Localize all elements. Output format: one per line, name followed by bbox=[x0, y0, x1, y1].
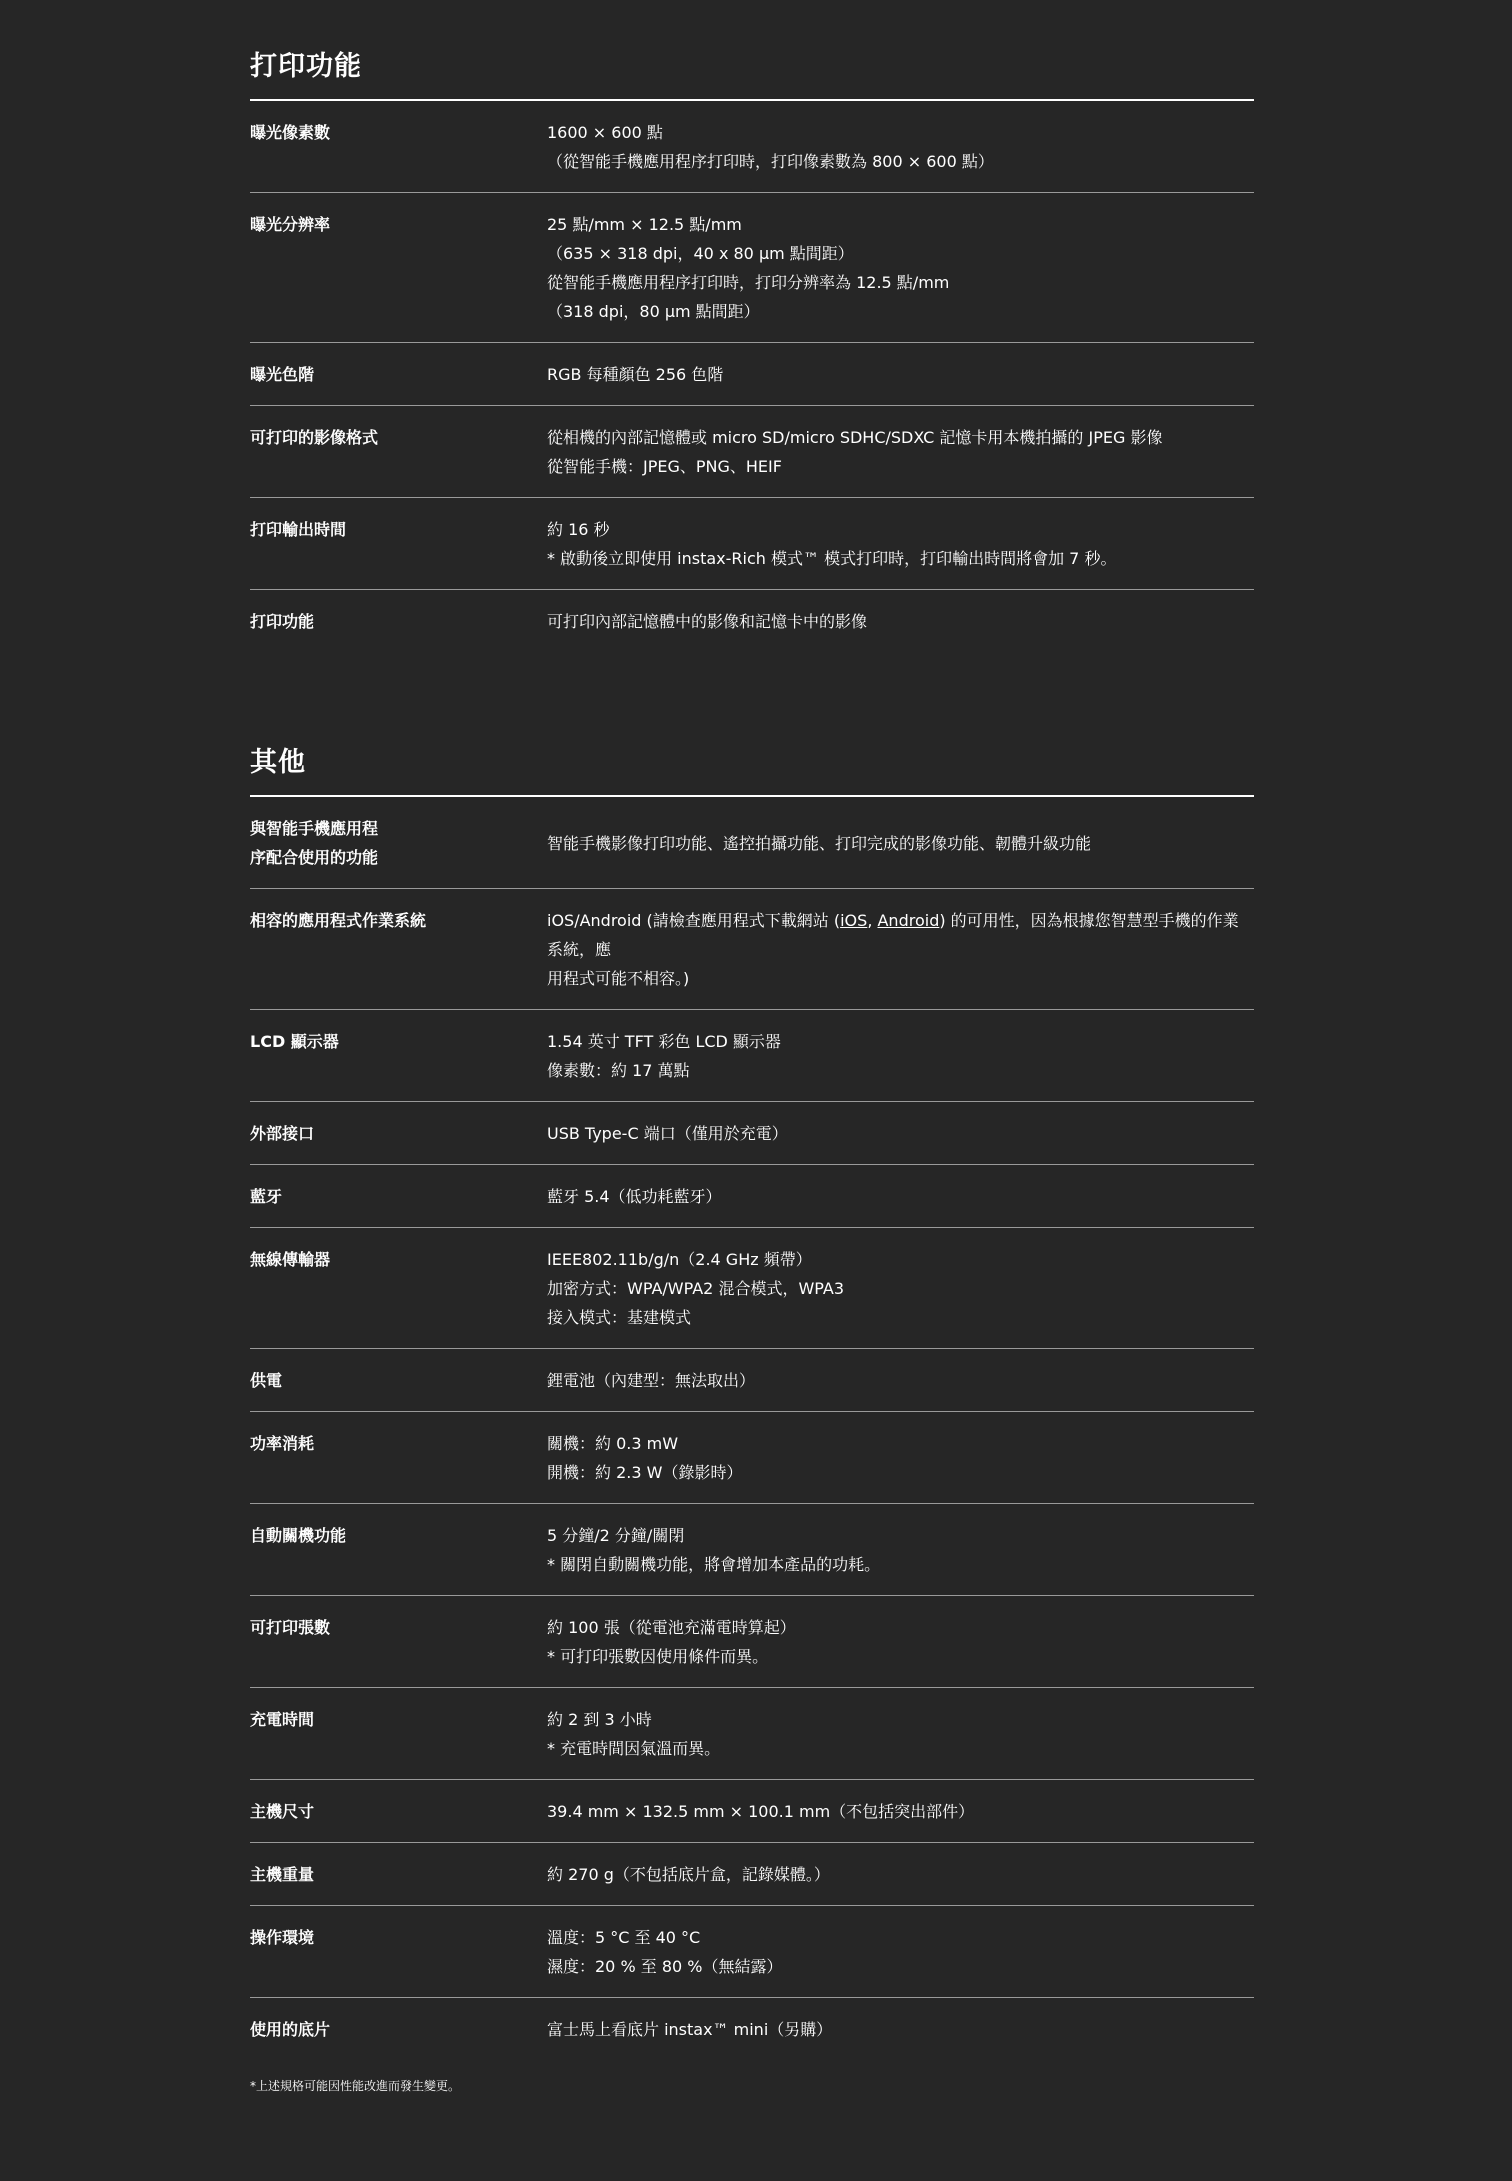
spec-value-line: 鋰電池（內建型：無法取出） bbox=[547, 1371, 756, 1390]
spec-value-line: 從智能手機：JPEG、PNG、HEIF bbox=[547, 457, 782, 476]
spec-label: 功率消耗 bbox=[250, 1434, 315, 1453]
spec-label: 可打印的影像格式 bbox=[250, 428, 379, 447]
spec-value-line: 約 2 到 3 小時 bbox=[547, 1710, 652, 1729]
spec-value bbox=[547, 360, 1254, 389]
os-text-suffix: ) 的可用性，因為根據您智慧型手機的作業系統，應 bbox=[547, 911, 1239, 959]
spec-label-line: 序配合使用的功能 bbox=[250, 848, 379, 867]
section-title-other: 其他 bbox=[250, 741, 1254, 797]
spec-value-line: 像素數：約 17 萬點 bbox=[547, 1061, 690, 1080]
spec-value bbox=[547, 1923, 1254, 1981]
os-text-separator: , bbox=[867, 911, 878, 930]
spec-value bbox=[547, 210, 1254, 326]
spec-row bbox=[250, 498, 1254, 590]
spec-value bbox=[547, 2015, 1254, 2044]
spec-row bbox=[250, 1165, 1254, 1228]
spec-label: 可打印張數 bbox=[250, 1618, 331, 1637]
spec-value-line: 開機：約 2.3 W（錄影時） bbox=[547, 1463, 743, 1482]
spec-label: 供電 bbox=[250, 1371, 283, 1390]
spec-label: 使用的底片 bbox=[250, 2020, 331, 2039]
spec-row bbox=[250, 1010, 1254, 1102]
spec-row bbox=[250, 797, 1254, 889]
spec-row bbox=[250, 406, 1254, 498]
spec-value bbox=[547, 607, 1254, 636]
spec-row bbox=[250, 1998, 1254, 2060]
spec-value-line: 從智能手機應用程序打印時，打印分辨率為 12.5 點/mm bbox=[547, 273, 950, 292]
spec-value-line: * 啟動後立即使用 instax-Rich 模式™ 模式打印時，打印輸出時間將會加 7 秒。 bbox=[547, 549, 1117, 568]
spec-value bbox=[547, 1860, 1254, 1889]
spec-label: 無線傳輸器 bbox=[250, 1250, 331, 1269]
spec-value bbox=[547, 1613, 1254, 1671]
spec-label: 相容的應用程式作業系統 bbox=[250, 911, 427, 930]
spec-row bbox=[250, 1906, 1254, 1998]
spec-value-line: 從相機的內部記憶體或 micro SD/micro SDHC/SDXC 記憶卡用本機拍攝的 JPEG 影像 bbox=[547, 428, 1163, 447]
print-spec-section bbox=[250, 45, 1254, 652]
spec-value-line: 藍牙 5.4（低功耗藍牙） bbox=[547, 1187, 722, 1206]
spec-row bbox=[250, 1688, 1254, 1780]
spec-value bbox=[547, 423, 1254, 481]
spec-row bbox=[250, 889, 1254, 1010]
spec-value-line: RGB 每種顏色 256 色階 bbox=[547, 365, 724, 384]
spec-label: 主機重量 bbox=[250, 1865, 315, 1884]
spec-value-line: * 充電時間因氣溫而異。 bbox=[547, 1739, 721, 1758]
section-title-print: 打印功能 bbox=[250, 45, 1254, 101]
other-spec-section bbox=[250, 741, 1254, 2060]
spec-value-line: （從智能手機應用程序打印時，打印像素數為 800 × 600 點） bbox=[547, 152, 994, 171]
spec-row bbox=[250, 1843, 1254, 1906]
spec-label: 曝光分辨率 bbox=[250, 215, 331, 234]
spec-value bbox=[547, 1245, 1254, 1332]
spec-row bbox=[250, 1228, 1254, 1349]
spec-value-line bbox=[547, 906, 1254, 964]
spec-value-line: 1.54 英寸 TFT 彩色 LCD 顯示器 bbox=[547, 1032, 781, 1051]
spec-value bbox=[547, 1027, 1254, 1085]
spec-footnote: *上述規格可能因性能改進而發生變更。 bbox=[250, 2079, 461, 2093]
spec-value-line: * 關閉自動關機功能，將會增加本產品的功耗。 bbox=[547, 1555, 881, 1574]
spec-row bbox=[250, 1349, 1254, 1412]
spec-value-line: （318 dpi，80 μm 點間距） bbox=[547, 302, 760, 321]
spec-value-line: 溫度：5 °C 至 40 °C bbox=[547, 1928, 701, 1947]
spec-value-line: 約 100 張（從電池充滿電時算起） bbox=[547, 1618, 796, 1637]
spec-label: 曝光色階 bbox=[250, 365, 315, 384]
spec-value bbox=[547, 1366, 1254, 1395]
spec-row bbox=[250, 1412, 1254, 1504]
spec-label: 主機尺寸 bbox=[250, 1802, 315, 1821]
spec-value bbox=[547, 515, 1254, 573]
spec-value-line: * 可打印張數因使用條件而異。 bbox=[547, 1647, 769, 1666]
spec-value-line: 可打印內部記憶體中的影像和記憶卡中的影像 bbox=[547, 612, 868, 631]
spec-value-line: 39.4 mm × 132.5 mm × 100.1 mm（不包括突出部件） bbox=[547, 1802, 975, 1821]
spec-value-line: 加密方式：WPA/WPA2 混合模式，WPA3 bbox=[547, 1279, 845, 1298]
android-link[interactable]: Android bbox=[877, 911, 940, 930]
spec-value bbox=[547, 1119, 1254, 1148]
spec-label: 曝光像素數 bbox=[250, 123, 331, 142]
spec-value bbox=[547, 1797, 1254, 1826]
spec-value bbox=[547, 1429, 1254, 1487]
spec-value-line: 1600 × 600 點 bbox=[547, 123, 663, 142]
spec-value bbox=[547, 1521, 1254, 1579]
spec-label-line: 與智能手機應用程 bbox=[250, 819, 379, 838]
spec-value bbox=[547, 1705, 1254, 1763]
spec-value-line: USB Type-C 端口（僅用於充電） bbox=[547, 1124, 788, 1143]
spec-value: 智能手機影像打印功能、遙控拍攝功能、打印完成的影像功能、韌體升級功能 bbox=[547, 833, 1092, 853]
spec-label bbox=[250, 814, 547, 872]
spec-value-line: 5 分鐘/2 分鐘/關閉 bbox=[547, 1526, 685, 1545]
spec-label: 外部接口 bbox=[250, 1124, 315, 1143]
spec-label: 充電時間 bbox=[250, 1710, 315, 1729]
spec-row bbox=[250, 1596, 1254, 1688]
os-text-prefix: iOS/Android (請檢查應用程式下載網站 ( bbox=[547, 911, 841, 930]
spec-row bbox=[250, 1504, 1254, 1596]
spec-label: 操作環境 bbox=[250, 1928, 315, 1947]
spec-label: 打印輸出時間 bbox=[250, 520, 347, 539]
spec-value-line: 25 點/mm × 12.5 點/mm bbox=[547, 215, 742, 234]
spec-label: 自動關機功能 bbox=[250, 1526, 347, 1545]
spec-row bbox=[250, 1102, 1254, 1165]
spec-value bbox=[547, 118, 1254, 176]
spec-row bbox=[250, 343, 1254, 406]
spec-value-line: 用程式可能不相容。) bbox=[547, 969, 690, 988]
spec-row bbox=[250, 590, 1254, 652]
spec-label: 藍牙 bbox=[250, 1187, 283, 1206]
ios-link[interactable]: iOS bbox=[840, 911, 868, 930]
spec-row bbox=[250, 193, 1254, 343]
spec-value-line: 接入模式：基建模式 bbox=[547, 1308, 692, 1327]
spec-value-line: IEEE802.11b/g/n（2.4 GHz 頻帶） bbox=[547, 1250, 812, 1269]
spec-label: 打印功能 bbox=[250, 612, 315, 631]
spec-value-line: 約 270 g（不包括底片盒，記錄媒體。） bbox=[547, 1865, 830, 1884]
spec-row bbox=[250, 1780, 1254, 1843]
spec-value bbox=[547, 906, 1254, 993]
spec-label: LCD 顯示器 bbox=[250, 1032, 339, 1051]
spec-value-line: 濕度：20 % 至 80 %（無結露） bbox=[547, 1957, 783, 1976]
spec-row bbox=[250, 101, 1254, 193]
spec-value-line: （635 × 318 dpi，40 x 80 μm 點間距） bbox=[547, 244, 854, 263]
spec-value-line: 富士馬上看底片 instax™ mini（另購） bbox=[547, 2020, 833, 2039]
spec-value-line: 約 16 秒 bbox=[547, 520, 610, 539]
spec-value-line: 關機：約 0.3 mW bbox=[547, 1434, 679, 1453]
spec-value bbox=[547, 1182, 1254, 1211]
